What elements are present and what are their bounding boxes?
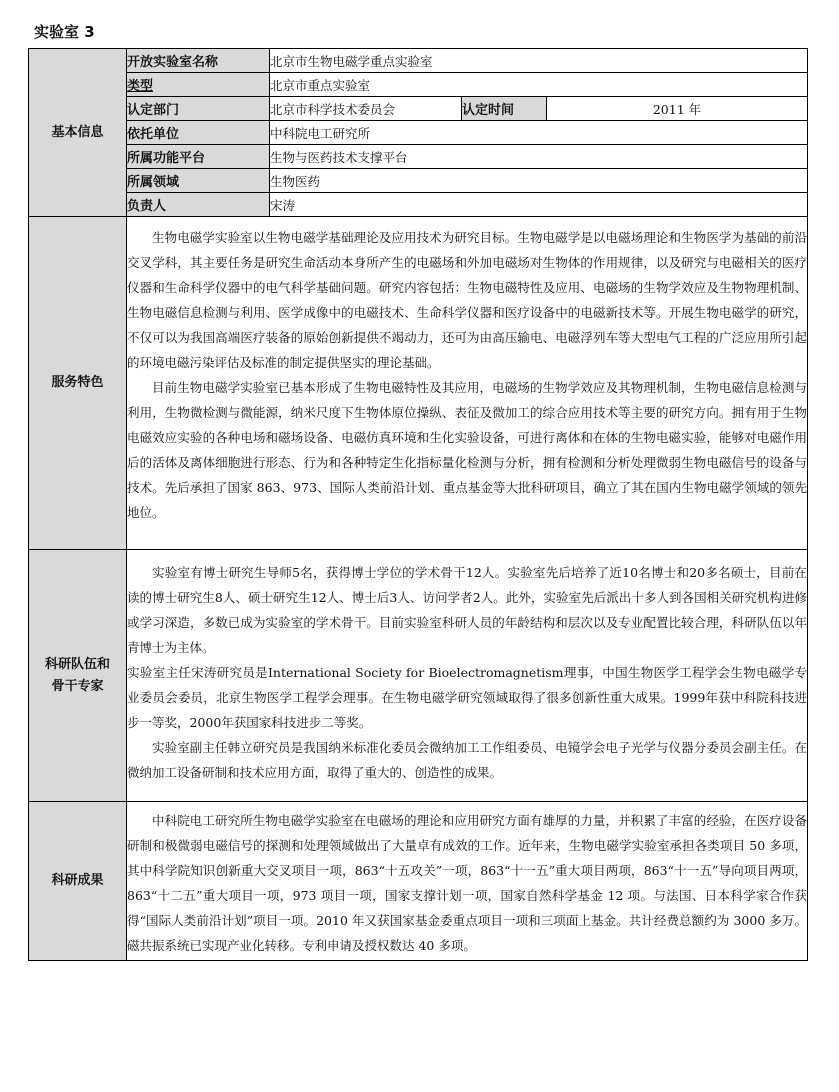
results-row [29,802,808,961]
team-row [29,550,808,802]
page-title: 实验室 3 [34,23,95,41]
field-value-platform: 生物与医药技术支撑平台 [270,145,808,169]
field-value-type: 北京市重点实验室 [270,73,808,97]
field-label-date: 认定时间 [462,97,547,121]
field-value-dept: 北京市科学技术委员会 [270,97,462,121]
basic-row-dept [29,97,808,121]
results-section-label: 科研成果 [29,802,127,961]
team-section-label [29,550,127,802]
team-content [127,550,808,802]
field-label-platform: 所属功能平台 [127,145,270,169]
basic-row-field [29,169,808,193]
service-content [127,217,808,550]
basic-section-label: 基本信息 [29,49,127,217]
service-section-label: 服务特色 [29,217,127,550]
field-value-field: 生物医药 [270,169,808,193]
basic-row-host [29,121,808,145]
field-label-lab-name: 开放实验室名称 [127,49,270,73]
field-value-host: 中科院电工研究所 [270,121,808,145]
results-paragraph: 中科院电工研究所生物电磁学实验室在电磁场的理论和应用研究方面有雄厚的力量，并积累了丰富的经验，在医疗设备研制和极微弱电磁信号的探测和处理领域做出了大量卓有成效的工作。近年来，生物电磁学实验室承担各类项目 50 多项，其中科学院知识创新重大交叉项目一项，863“十五攻关”一项，863“十一五”重大项目两项，863“十一五”导向项目两项，863“十二五”重大项目一项，973 项目一项，国家支撑计划一项，国家自然科学基金 12 项。与法国、日本科学家合作获得“国际人类前沿计划”项目一项。2010 年又获国家基金委重点项目一项和三项面上基金。共计经费总额约为 3000 多万。磁共振系统已实现产业化转移。专利申请及授权数达 40 多项。 [127,813,808,953]
basic-row-platform [29,145,808,169]
field-value-leader: 宋涛 [270,193,808,217]
basic-row-leader [29,193,808,217]
field-label-type: 类型 [127,73,270,97]
basic-row-name [29,49,808,73]
team-paragraph: 实验室主任宋涛研究员是International Society for Bioelectromagnetism理事，中国生物医学工程学会生物电磁学专业委员会委员，北京生物医学工程学会理事。在生物电磁学研究领域取得了很多创新性重大成果。1999年获中科院科技进步一等奖，2000年获国家科技进步二等奖。 [127,665,808,730]
field-label-dept: 认定部门 [127,97,270,121]
results-content [127,802,808,961]
lab-info-table [28,48,808,961]
team-section-label-line2: 骨干专家 [51,678,104,694]
field-value-date: 2011 年 [547,97,808,121]
service-row [29,217,808,550]
team-section-label-line1: 科研队伍和 [44,656,110,672]
field-label-host: 依托单位 [127,121,270,145]
service-paragraph: 生物电磁学实验室以生物电磁学基础理论及应用技术为研究目标。生物电磁学是以电磁场理论和生物医学为基础的前沿交叉学科，其主要任务是研究生命活动本身所产生的电磁场和外加电磁场对生物体的作用规律，以及研究与电磁相关的医疗仪器和生命科学仪器中的电气科学基础问题。研究内容包括：生物电磁特性及应用、电磁场的生物学效应及生物物理机制、生物电磁信息检测与利用、医学成像中的电磁技术、生命科学仪器和医疗设备中的电磁新技术等。开展生物电磁学的研究，不仅可以为我国高端医疗装备的原始创新提供不竭动力，还可为由高压输电、电磁浮列车等大型电气工程的广泛应用所引起的环境电磁污染评估及标准的制定提供坚实的理论基础。 [127,230,808,370]
field-value-lab-name: 北京市生物电磁学重点实验室 [270,49,808,73]
basic-row-type [29,73,808,97]
field-label-field: 所属领域 [127,169,270,193]
service-paragraph: 目前生物电磁学实验室已基本形成了生物电磁特性及其应用，电磁场的生物学效应及其物理机制，生物电磁信息检测与利用，生物微检测与微能源，纳米尺度下生物体原位操纵、表征及微加工的综合应用技术等主要的研究方向。拥有用于生物电磁效应实验的各种电场和磁场设备、电磁仿真环境和生化实验设备，可进行离体和在体的生物电磁实验，能够对电磁作用后的活体及离体细胞进行形态、行为和各种特定生化指标量化检测与分析，拥有检测和分析处理微弱生物电磁信号的设备与技术。先后承担了国家 863、973、国际人类前沿计划、重点基金等大批科研项目，确立了其在国内生物电磁学领域的领先地位。 [127,380,808,520]
field-label-leader: 负责人 [127,193,270,217]
team-paragraph: 实验室副主任韩立研究员是我国纳米标准化委员会微纳加工工作组委员、电镜学会电子光学与仪器分委员会副主任。在微纳加工设备研制和技术应用方面，取得了重大的、创造性的成果。 [127,740,808,780]
team-paragraph: 实验室有博士研究生导师5名，获得博士学位的学术骨干12人。实验室先后培养了近10名博士和20多名硕士，目前在读的博士研究生8人、硕士研究生12人、博士后3人、访问学者2人。此外，实验室先后派出十多人到各国相关研究机构进修或学习深造，多数已成为实验室的学术骨干。目前实验室科研人员的年龄结构和层次以及专业配置比较合理，科研队伍以年青博士为主体。 [127,565,808,655]
